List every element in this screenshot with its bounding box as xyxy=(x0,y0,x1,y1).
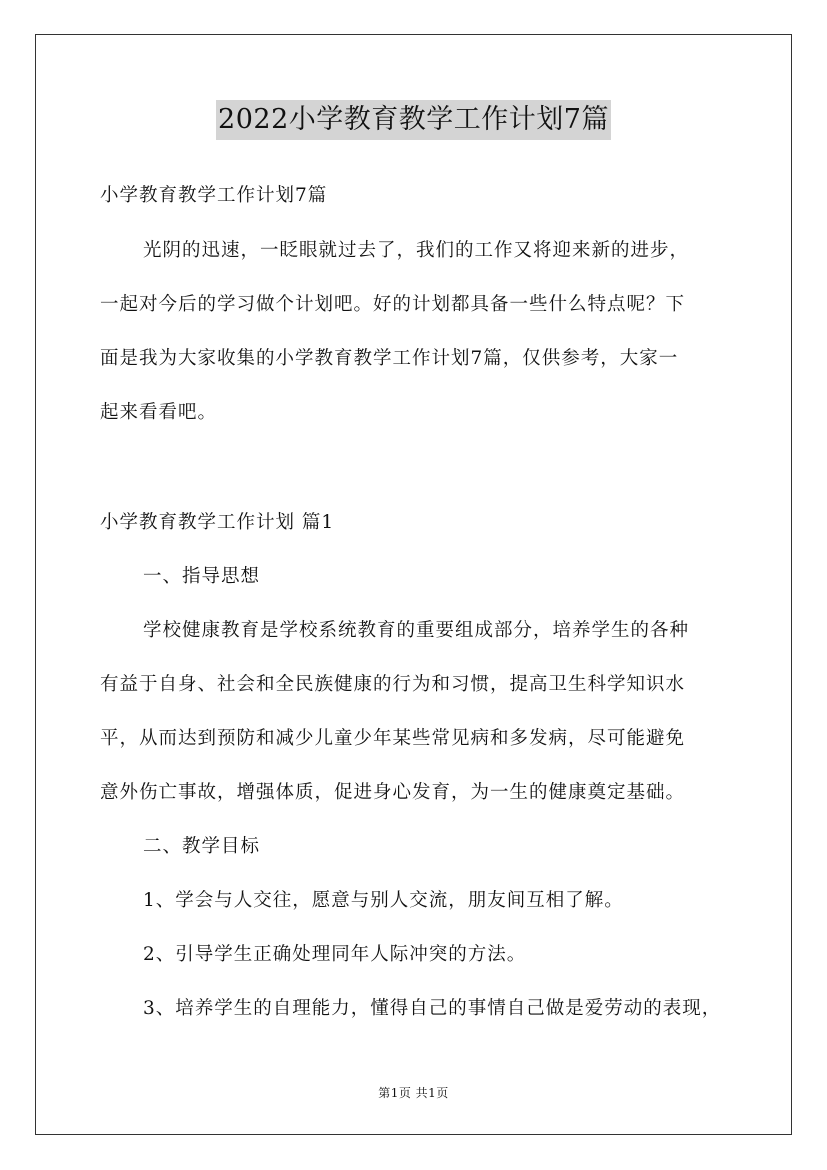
intro-line-2: 一起对今后的学习做个计划吧。好的计划都具备一些什么特点呢？下 xyxy=(100,294,686,315)
intro-line-3: 面是我为大家收集的小学教育教学工作计划7篇，仅供参考，大家一 xyxy=(100,348,679,369)
heading-teaching-goals: 二、教学目标 xyxy=(143,836,261,857)
para1-line-3: 平，从而达到预防和减少儿童少年某些常见病和多发病，尽可能避免 xyxy=(100,728,686,749)
subtitle: 小学教育教学工作计划7篇 xyxy=(100,185,328,206)
para1-line-2: 有益于自身、社会和全民族健康的行为和习惯，提高卫生科学知识水 xyxy=(100,674,686,695)
goal-3: 3、培养学生的自理能力，懂得自己的事情自己做是爱劳动的表现， xyxy=(143,998,722,1019)
para1-line-1: 学校健康教育是学校系统教育的重要组成部分，培养学生的各种 xyxy=(143,620,690,641)
document-title: 2022小学教育教学工作计划7篇 xyxy=(216,100,611,140)
goal-2: 2、引导学生正确处理同年人际冲突的方法。 xyxy=(143,944,527,965)
intro-line-4: 起来看看吧。 xyxy=(100,402,218,423)
goal-1: 1、学会与人交往，愿意与别人交流，朋友间互相了解。 xyxy=(143,890,624,911)
intro-line-1: 光阴的迅速，一眨眼就过去了，我们的工作又将迎来新的进步， xyxy=(143,240,690,261)
section-title: 小学教育教学工作计划 篇1 xyxy=(100,512,335,533)
heading-guiding-thought: 一、指导思想 xyxy=(143,566,261,587)
page-number: 第1页 共1页 xyxy=(378,1086,449,1100)
para1-line-4: 意外伤亡事故，增强体质，促进身心发育，为一生的健康奠定基础。 xyxy=(100,782,686,803)
